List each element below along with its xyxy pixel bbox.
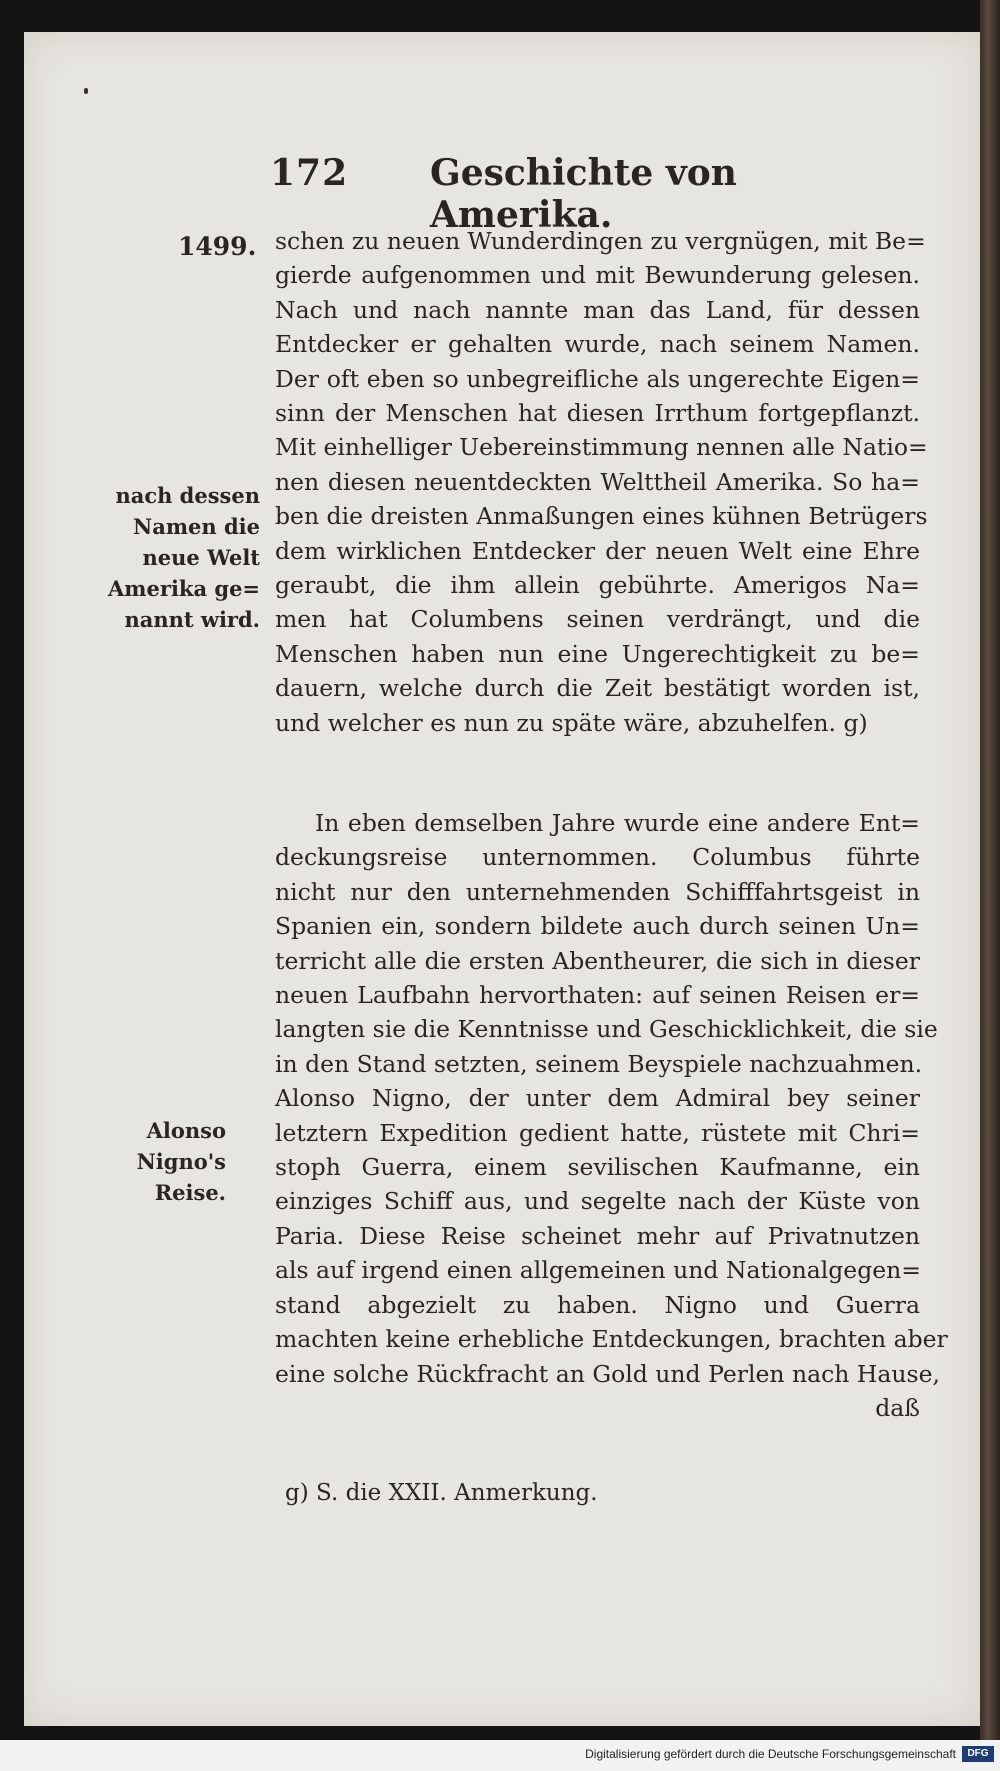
text-line: Alonso Nigno, der unter dem Admiral bey seiner	[275, 1084, 920, 1113]
margin-note-line: Nigno's	[136, 1149, 226, 1174]
margin-note-line: Amerika ge=	[108, 576, 261, 601]
text-line: gierde aufgenommen und mit Bewunderung gelesen.	[275, 261, 920, 290]
margin-note-line: nach dessen	[115, 483, 260, 508]
digitization-footer	[0, 1740, 1000, 1771]
margin-note-line: Reise.	[154, 1180, 226, 1205]
text-line: dem wirklichen Entdecker der neuen Welt eine Ehre	[275, 536, 920, 565]
margin-note-naming	[108, 480, 260, 635]
text-line: deckungsreise unternommen. Columbus führte	[275, 843, 920, 872]
funding-credit: Digitalisierung gefördert durch die Deutsche Forschungsgemeinschaft	[585, 1747, 956, 1761]
text-line: geraubt, die ihm allein gebührte. Amerigos Na=	[275, 571, 920, 600]
text-line: dauern, welche durch die Zeit bestätigt worden ist,	[275, 674, 920, 703]
margin-note-line: Namen die	[133, 514, 260, 539]
text-line: schen zu neuen Wunderdingen zu vergnügen, mit Be=	[275, 227, 926, 255]
margin-year: 1499.	[178, 232, 257, 261]
running-head	[270, 152, 810, 236]
text-line: sinn der Menschen hat diesen Irrthum fortgepflanzt.	[275, 399, 920, 428]
text-line: eine solche Rückfracht an Gold und Perlen nach Hause,	[275, 1359, 940, 1388]
text-line: Nach und nach nannte man das Land, für dessen	[275, 295, 920, 324]
paragraph-one	[275, 224, 928, 740]
text-line: Entdecker er gehalten wurde, nach seinem Namen.	[275, 330, 920, 359]
text-line: men hat Columbens seinen verdrängt, und die	[275, 605, 920, 634]
text-line: nen diesen neuentdeckten Welttheil Amerika. So ha=	[275, 467, 920, 496]
text-line: terricht alle die ersten Abentheurer, die sich in dieser	[275, 946, 920, 975]
text-line: neuen Laufbahn hervorthaten: auf seinen Reisen er=	[275, 981, 920, 1010]
text-line: und welcher es nun zu späte wäre, abzuhelfen. g)	[275, 708, 868, 737]
text-line: stoph Guerra, einem sevilischen Kaufmanne, ein	[275, 1153, 920, 1182]
text-line: Paria. Diese Reise scheinet mehr auf Privatnutzen	[275, 1221, 920, 1250]
margin-note-voyage	[108, 1115, 226, 1208]
catchword: daß	[875, 1393, 920, 1422]
text-line: machten keine erhebliche Entdeckungen, brachten aber	[275, 1325, 948, 1354]
book-spine-edge	[980, 0, 1000, 1771]
text-line: als auf irgend einen allgemeinen und Nationalgegen=	[275, 1256, 921, 1285]
text-line: langten sie die Kenntnisse und Geschicklichkeit, die sie	[275, 1015, 938, 1044]
text-line: Menschen haben nun eine Ungerechtigkeit zu be=	[275, 639, 920, 668]
text-line: nicht nur den unternehmenden Schifffahrtsgeist in	[275, 877, 920, 906]
footnote: g) S. die XXII. Anmerkung.	[285, 1480, 598, 1506]
margin-note-line: nannt wird.	[124, 607, 260, 632]
text-line: in den Stand setzten, seinem Beyspiele nachzuahmen.	[275, 1049, 923, 1078]
text-line: Der oft eben so unbegreifliche als ungerechte Eigen=	[275, 364, 920, 393]
text-line: einziges Schiff aus, und segelte nach der Küste von	[275, 1187, 920, 1216]
dfg-logo-icon: DFG	[962, 1746, 994, 1762]
text-line: letztern Expedition gedient hatte, rüstete mit Chri=	[275, 1118, 920, 1147]
paragraph-two	[275, 806, 948, 1425]
text-line: stand abgezielt zu haben. Nigno und Guerra	[275, 1290, 920, 1319]
ink-speck	[84, 88, 88, 94]
text-line: Spanien ein, sondern bildete auch durch seinen Un=	[275, 912, 920, 941]
text-line: ben die dreisten Anmaßungen eines kühnen Betrügers	[275, 502, 928, 531]
page-number: 172	[270, 152, 349, 194]
text-line: Mit einhelliger Uebereinstimmung nennen alle Natio=	[275, 433, 928, 462]
margin-note-line: Alonso	[146, 1118, 226, 1143]
text-line: In eben demselben Jahre wurde eine andere Ent=	[315, 809, 920, 837]
running-title: Geschichte von Amerika.	[430, 152, 737, 236]
margin-note-line: neue Welt	[142, 545, 260, 570]
